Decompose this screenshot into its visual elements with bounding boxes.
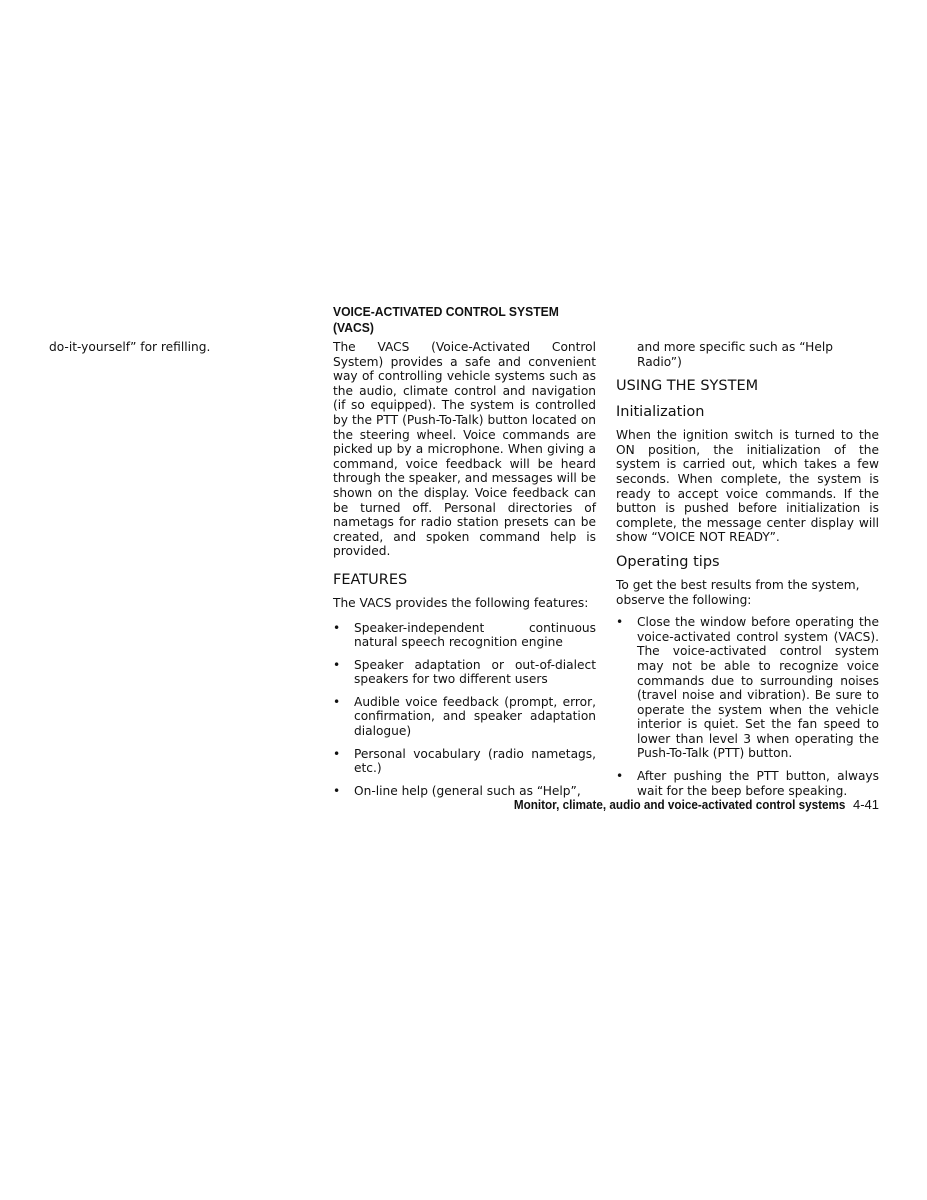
features-intro: The VACS provides the following features: [333,595,589,610]
tips-intro: To get the best results from the system, observe the following: [616,577,860,607]
list-item [333,621,596,650]
bullet-icon: • [333,657,341,672]
bullet-icon: • [616,615,624,630]
middle-column [333,304,596,806]
bullet-icon: • [333,746,341,761]
bullet-icon: • [333,783,341,798]
left-fragment: do-it-yourself” for refilling. [49,340,211,354]
feature-text: Speaker-independent continuous natural speech recognition engine [354,620,596,650]
page-footer [477,797,879,812]
tip-text: After pushing the PTT button, always wait for the beep before speaking. [637,769,879,798]
tip-text: Close the window before operating the voice-activated control system (VACS). The voice-activated control system may not be able to recognize voice commands due to surrounding noises (travel noise and vibration). Be sure to operate the system when the vehicle interior is quiet. Set the fan speed to lower than level 3 when operating the Push-To-Talk (PTT) button. [637,615,879,761]
feature-text: Personal vocabulary (radio nametags, etc.) [354,746,596,776]
list-item [616,769,879,798]
features-list [333,621,596,799]
right-column [616,340,879,806]
operating-tips-heading: Operating tips [616,553,720,570]
list-item [333,747,596,776]
features-heading: FEATURES [333,571,408,588]
list-item [616,615,879,761]
section-title: VOICE-ACTIVATED CONTROL SYSTEM (VACS) [333,304,559,335]
feature-text: Audible voice feedback (prompt, error, confirmation, and speaker adaptation dialogue) [354,694,596,739]
help-continuation: and more specific such as “Help Radio”) [637,340,833,369]
vacs-intro: The VACS (Voice-Activated Control System) provides a safe and convenient way of controlling vehicle systems such as the audio, climate control and navigation (if so equipped). The system is controlled by the PTT (Push-To-Talk) button located on the steering wheel. Voice commands are picked up by a microphone. When giving a command, voice feedback will be heard through the speaker, and messages will be shown on the display. Voice feedback can be turned off. Personal directories of nametags for radio station presets can be created, and spoken command help is provided. [333,340,596,559]
feature-text: Speaker adaptation or out-of-dialect speakers for two different users [354,657,596,687]
tips-list [616,615,879,798]
bullet-icon: • [333,694,341,709]
left-column [49,340,279,355]
list-item [333,658,596,687]
feature-text: On-line help (general such as “Help”, [354,783,581,798]
bullet-icon: • [616,769,624,784]
bullet-icon: • [333,620,341,635]
footer-title: Monitor, climate, audio and voice-activated control systems [513,797,846,812]
page-number: 4-41 [852,797,879,812]
list-item [333,695,596,739]
initialization-heading: Initialization [616,404,705,421]
initialization-text: When the ignition switch is turned to the ON position, the initialization of the system is carried out, which takes a few seconds. When complete, the system is ready to accept voice commands. If the button is pushed before initialization is complete, the message center display will show “VOICE NOT READY”. [616,428,879,545]
using-system-heading: USING THE SYSTEM [616,378,759,395]
